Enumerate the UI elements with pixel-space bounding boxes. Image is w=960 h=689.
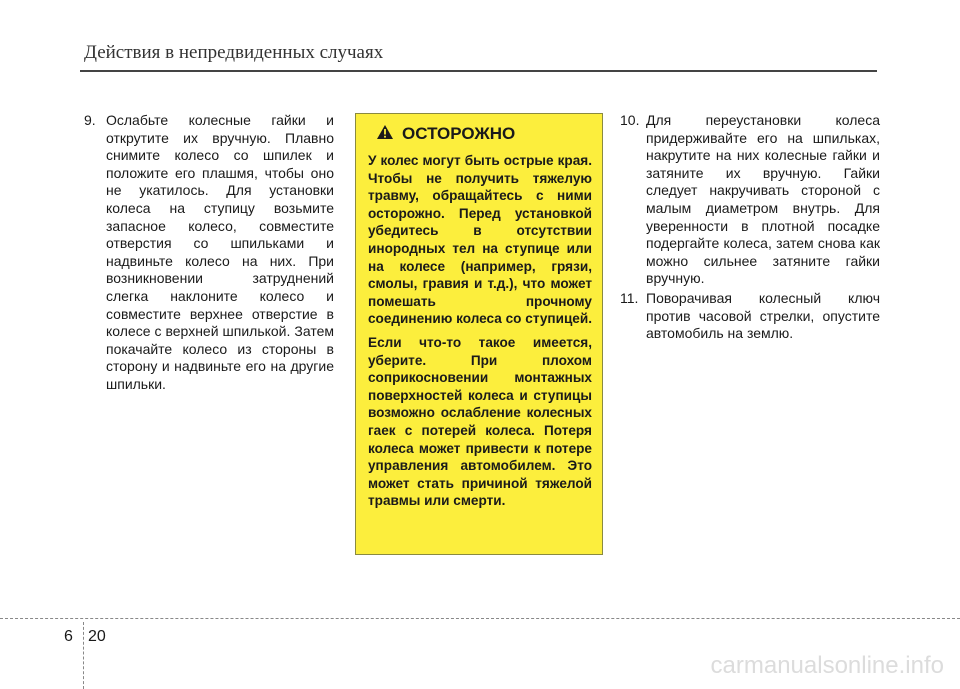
item-number: 11. (620, 289, 639, 306)
warning-header (376, 122, 592, 146)
footer-rule (0, 618, 960, 619)
footer-divider (83, 622, 84, 689)
item-number: 9. (84, 112, 96, 128)
item-text: Поворачивая колесный ключ против часовой стрелки, опустите автомобиль на землю. (646, 289, 880, 342)
right-column (620, 112, 880, 345)
item-text: Ослабьте колесные гайки и открутите их вручную. Плавно снимите колесо со шпилек и положите его плашмя, чтобы оно не укатилось. Для установки колеса на ступицу возьмите запасное колесо, совместите отверстия со шпильками и надвиньте колесо на них. При возникновении затруднений слегка наклоните колесо и совместите верхнее отверстие в колесе с верхней шпилькой. Затем покачайте колесо из стороны в сторону и надвиньте его на другие шпильки. (106, 112, 334, 392)
warning-title: ОСТОРОЖНО (402, 124, 516, 143)
warning-paragraph: У колес могут быть острые края. Чтобы не получить тяжелую травму, обращайтесь с ними осторожно. Перед установкой убедитесь в отсутствии инородных тел на ступице или на колесе (например, грязи, смолы, гравия и т.д.), что может помешать прочному соединению колеса со ступицей. (368, 153, 592, 327)
watermark: carmanualsonline.info (710, 652, 944, 679)
warning-box (355, 113, 603, 555)
left-column (84, 112, 334, 396)
warning-triangle-icon (376, 124, 394, 145)
header-rule (80, 70, 877, 72)
list-item (620, 290, 880, 343)
page-header-title: Действия в непредвиденных случаях (84, 42, 384, 63)
page-number: 20 (88, 628, 106, 645)
chapter-number: 6 (64, 628, 73, 645)
warning-paragraph: Если что-то такое имеется, уберите. При плохом соприкосновении монтажных поверхностей колеса и ступицы возможно ослабление колесных гаек с потерей колеса. Потеря колеса может привести к потере управления автомобилем. Это может стать причиной тяжелой травмы или смерти. (368, 334, 592, 509)
list-item (84, 112, 334, 394)
list-item (620, 112, 880, 288)
item-text: Для переустановки колеса придерживайте его на шпильках, накрутите на них колесные гайки и затяните их вручную. Гайки следует накручивать стороной с малым диаметром внутрь. Для уверенности в плотной посадке подергайте колеса, затем снова как можно сильнее затяните гайки вручную. (646, 112, 880, 287)
item-number: 10. (620, 112, 640, 128)
